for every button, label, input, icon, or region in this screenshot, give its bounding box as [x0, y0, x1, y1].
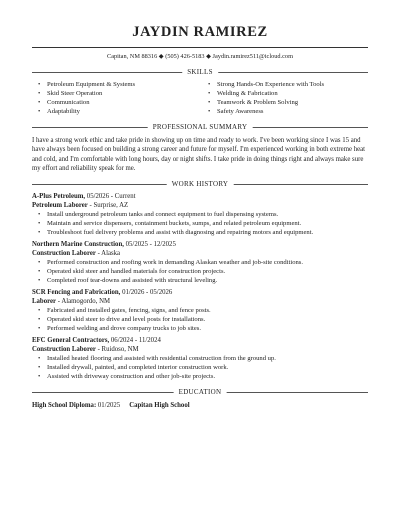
- skill-label: Safety Awareness: [217, 108, 264, 116]
- job-bullets: [32, 306, 368, 333]
- bullet-icon: •: [38, 372, 41, 380]
- job-bullets: [32, 354, 368, 381]
- bullet-icon: •: [38, 81, 41, 88]
- job-bullet: [38, 363, 368, 372]
- job-bullet: [38, 324, 368, 333]
- skill-label: Petroleum Equipment & Systems: [47, 81, 136, 88]
- bullet-icon: •: [38, 219, 41, 227]
- skill-label: Strong Hands-On Experience with Tools: [217, 81, 325, 88]
- job-dates: 06/2024 - 11/2024: [109, 336, 161, 344]
- contact-info: Capitan, NM 88316 ◆ (505) 426-5183 ◆ Jaydin.ramirez511@icloud.com: [107, 53, 293, 60]
- bullet-icon: •: [38, 267, 41, 275]
- skill-item: [208, 89, 368, 98]
- skill-label: Welding & Fabrication: [217, 90, 278, 98]
- skills-heading: [32, 67, 368, 77]
- skills-list: [32, 80, 368, 116]
- bullet-icon: •: [38, 354, 41, 362]
- skill-item: [208, 107, 368, 116]
- skill-label: Communication: [47, 99, 90, 107]
- job-bullet: [38, 267, 368, 276]
- job-bullet-text: Installed drywall, painted, and completed interior construction work.: [47, 363, 229, 371]
- bullet-icon: •: [208, 108, 211, 116]
- skill-item: [208, 98, 368, 107]
- job-bullet-text: Maintain and service dispensers, containment buckets, sumps, and related petroleum equipment.: [47, 219, 302, 227]
- skills-heading-label: SKILLS: [182, 67, 218, 77]
- job-bullet: [38, 210, 368, 219]
- bullet-icon: •: [38, 276, 41, 284]
- bullet-icon: •: [38, 363, 41, 371]
- job-title: Petroleum Laborer: [32, 201, 88, 209]
- job-entry: [32, 240, 368, 285]
- job-bullet-text: Performed construction and roofing work in demanding Alaskan weather and job-site conditions.: [47, 258, 303, 266]
- candidate-name: JAYDIN RAMIREZ: [132, 24, 268, 40]
- job-company: EFC General Contractors,: [32, 336, 110, 344]
- job-bullet: [38, 372, 368, 381]
- education-entry: [32, 401, 368, 410]
- education-heading-label: EDUCATION: [174, 387, 227, 397]
- job-bullet-text: Assisted with driveway construction and other job-site projects.: [47, 372, 216, 380]
- job-bullet: [38, 354, 368, 363]
- bullet-icon: •: [38, 99, 41, 107]
- job-entry: [32, 288, 368, 333]
- job-bullet-text: Fabricated and installed gates, fencing, signs, and fence posts.: [47, 306, 211, 314]
- job-entry: [32, 192, 368, 237]
- bullet-icon: •: [38, 228, 41, 236]
- job-company: SCR Fencing and Fabrication,: [32, 288, 121, 296]
- job-bullet-text: Troubleshoot fuel delivery problems and assist with diagnosing and repairing motors and equipment.: [47, 228, 314, 236]
- job-dates: 01/2026 - 05/2026: [120, 288, 173, 296]
- job-bullet-text: Operated skid steer to drive and level posts for installations.: [47, 315, 206, 323]
- job-dates: 05/2025 - 12/2025: [123, 240, 176, 248]
- skill-item: [38, 98, 198, 107]
- education-heading: [32, 387, 368, 397]
- job-location: - Alaska: [95, 249, 121, 257]
- professional-summary: I have a strong work ethic and take pride in showing up on time and ready to work. I've been working since I was 15 and have always been focused on building a strong career and future for myself. I'm experienced working in both extreme heat and cold, and I'm comfortable with long hours, day or night shifts. I take pride in doing things right and always make sure my effort and reliability speak for me.: [32, 137, 366, 172]
- header-rule: [32, 47, 368, 48]
- skill-label: Skid Steer Operation: [47, 90, 103, 98]
- bullet-icon: •: [38, 315, 41, 323]
- job-title: Construction Laborer: [32, 345, 96, 353]
- skill-item: [208, 80, 368, 89]
- job-location: - Surprise, AZ: [87, 201, 129, 209]
- bullet-icon: •: [38, 90, 41, 98]
- work-history-heading: [32, 179, 368, 189]
- bullet-icon: •: [208, 81, 211, 88]
- job-bullet: [38, 315, 368, 324]
- bullet-icon: •: [38, 258, 41, 266]
- summary-heading: [32, 122, 368, 132]
- job-bullet-text: Completed roof tear-downs and assisted with structural leveling.: [47, 276, 218, 284]
- job-bullet: [38, 228, 368, 237]
- job-bullet: [38, 219, 368, 228]
- bullet-icon: •: [38, 210, 41, 218]
- job-bullet: [38, 258, 368, 267]
- job-bullet-text: Installed heated flooring and assisted with residential construction from the ground up.: [47, 354, 276, 362]
- job-entry: [32, 336, 368, 381]
- skill-label: Teamwork & Problem Solving: [217, 99, 299, 107]
- bullet-icon: •: [38, 306, 41, 314]
- job-location: - Ruidoso, NM: [95, 345, 139, 353]
- job-bullets: [32, 258, 368, 285]
- job-company: A-Plus Petroleum,: [32, 192, 86, 200]
- education-school: Capitan High School: [129, 401, 190, 409]
- bullet-icon: •: [38, 108, 41, 116]
- job-location: - Alamogordo, NM: [56, 297, 111, 305]
- job-company: Northern Marine Construction,: [32, 240, 124, 248]
- skill-label: Adaptability: [47, 108, 80, 116]
- bullet-icon: •: [208, 90, 211, 98]
- skill-item: [38, 89, 198, 98]
- education-degree: High School Diploma:: [32, 401, 97, 409]
- bullet-icon: •: [208, 99, 211, 107]
- bullet-icon: •: [38, 324, 41, 332]
- skill-item: [38, 80, 198, 89]
- job-title: Laborer: [32, 297, 57, 305]
- work-history-heading-label: WORK HISTORY: [167, 179, 234, 189]
- job-title: Construction Laborer: [32, 249, 96, 257]
- skill-item: [38, 107, 198, 116]
- job-bullet: [38, 306, 368, 315]
- job-dates: 05/2026 - Current: [85, 192, 136, 200]
- job-bullets: [32, 210, 368, 237]
- job-bullet: [38, 276, 368, 285]
- job-bullet-text: Install underground petroleum tanks and connect equipment to fuel dispensing systems.: [47, 210, 279, 218]
- education-date: 01/2025: [96, 401, 121, 409]
- summary-heading-label: PROFESSIONAL SUMMARY: [148, 122, 253, 132]
- job-bullet-text: Operated skid steer and handled materials for construction projects.: [47, 267, 226, 275]
- job-bullet-text: Performed welding and drove company trucks to job sites.: [47, 324, 202, 332]
